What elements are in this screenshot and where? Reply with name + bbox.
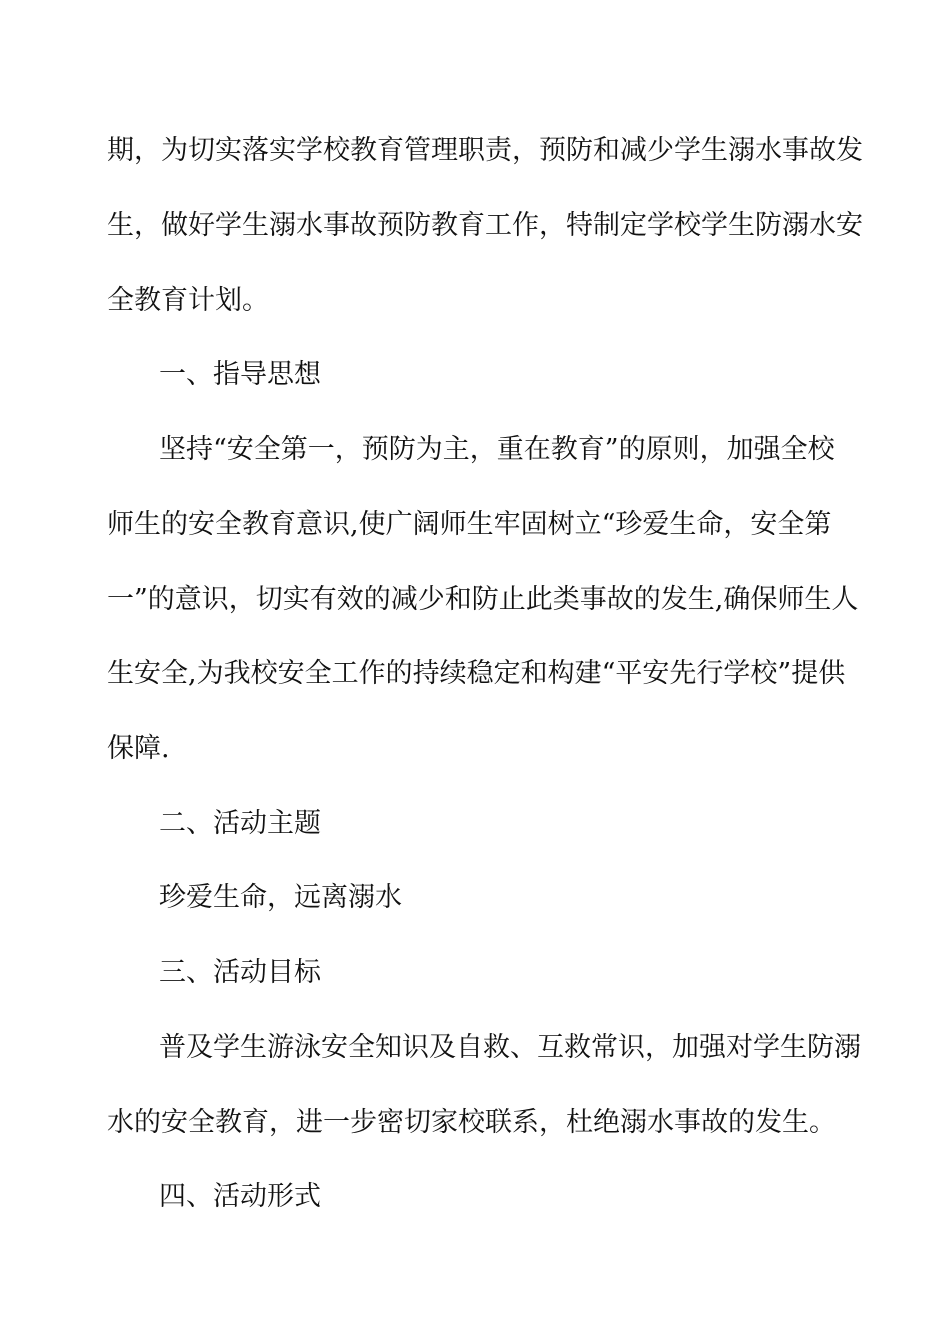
paragraph-line: 普及学生游泳安全知识及自救、互救常识，加强对学生防溺 [159,1032,861,1063]
section-heading: 四、活动形式 [159,1181,321,1212]
section-heading: 三、活动目标 [159,957,321,988]
paragraph-line: 保障. [107,733,170,764]
paragraph-line: 期，为切实落实学校教育管理职责，预防和减少学生溺水事故发 [107,135,863,166]
section-heading: 二、活动主题 [159,808,321,839]
paragraph-line: 师生的安全教育意识,使广阔师生牢固树立“珍爱生命，安全第 [107,509,832,540]
section-heading: 一、指导思想 [159,359,321,390]
paragraph-line: 一”的意识，切实有效的减少和防止此类事故的发生,确保师生人 [107,584,859,615]
paragraph-line: 水的安全教育，进一步密切家校联系，杜绝溺水事故的发生。 [107,1107,836,1138]
paragraph-line: 生安全,为我校安全工作的持续稳定和构建“平安先行学校”提供 [107,658,846,689]
paragraph-line: 珍爱生命，远离溺水 [159,882,402,913]
paragraph-line: 全教育计划。 [107,285,269,316]
paragraph-line: 生，做好学生溺水事故预防教育工作，特制定学校学生防溺水安 [107,210,863,241]
paragraph-line: 坚持“安全第一，预防为主，重在教育”的原则，加强全校 [159,434,835,465]
